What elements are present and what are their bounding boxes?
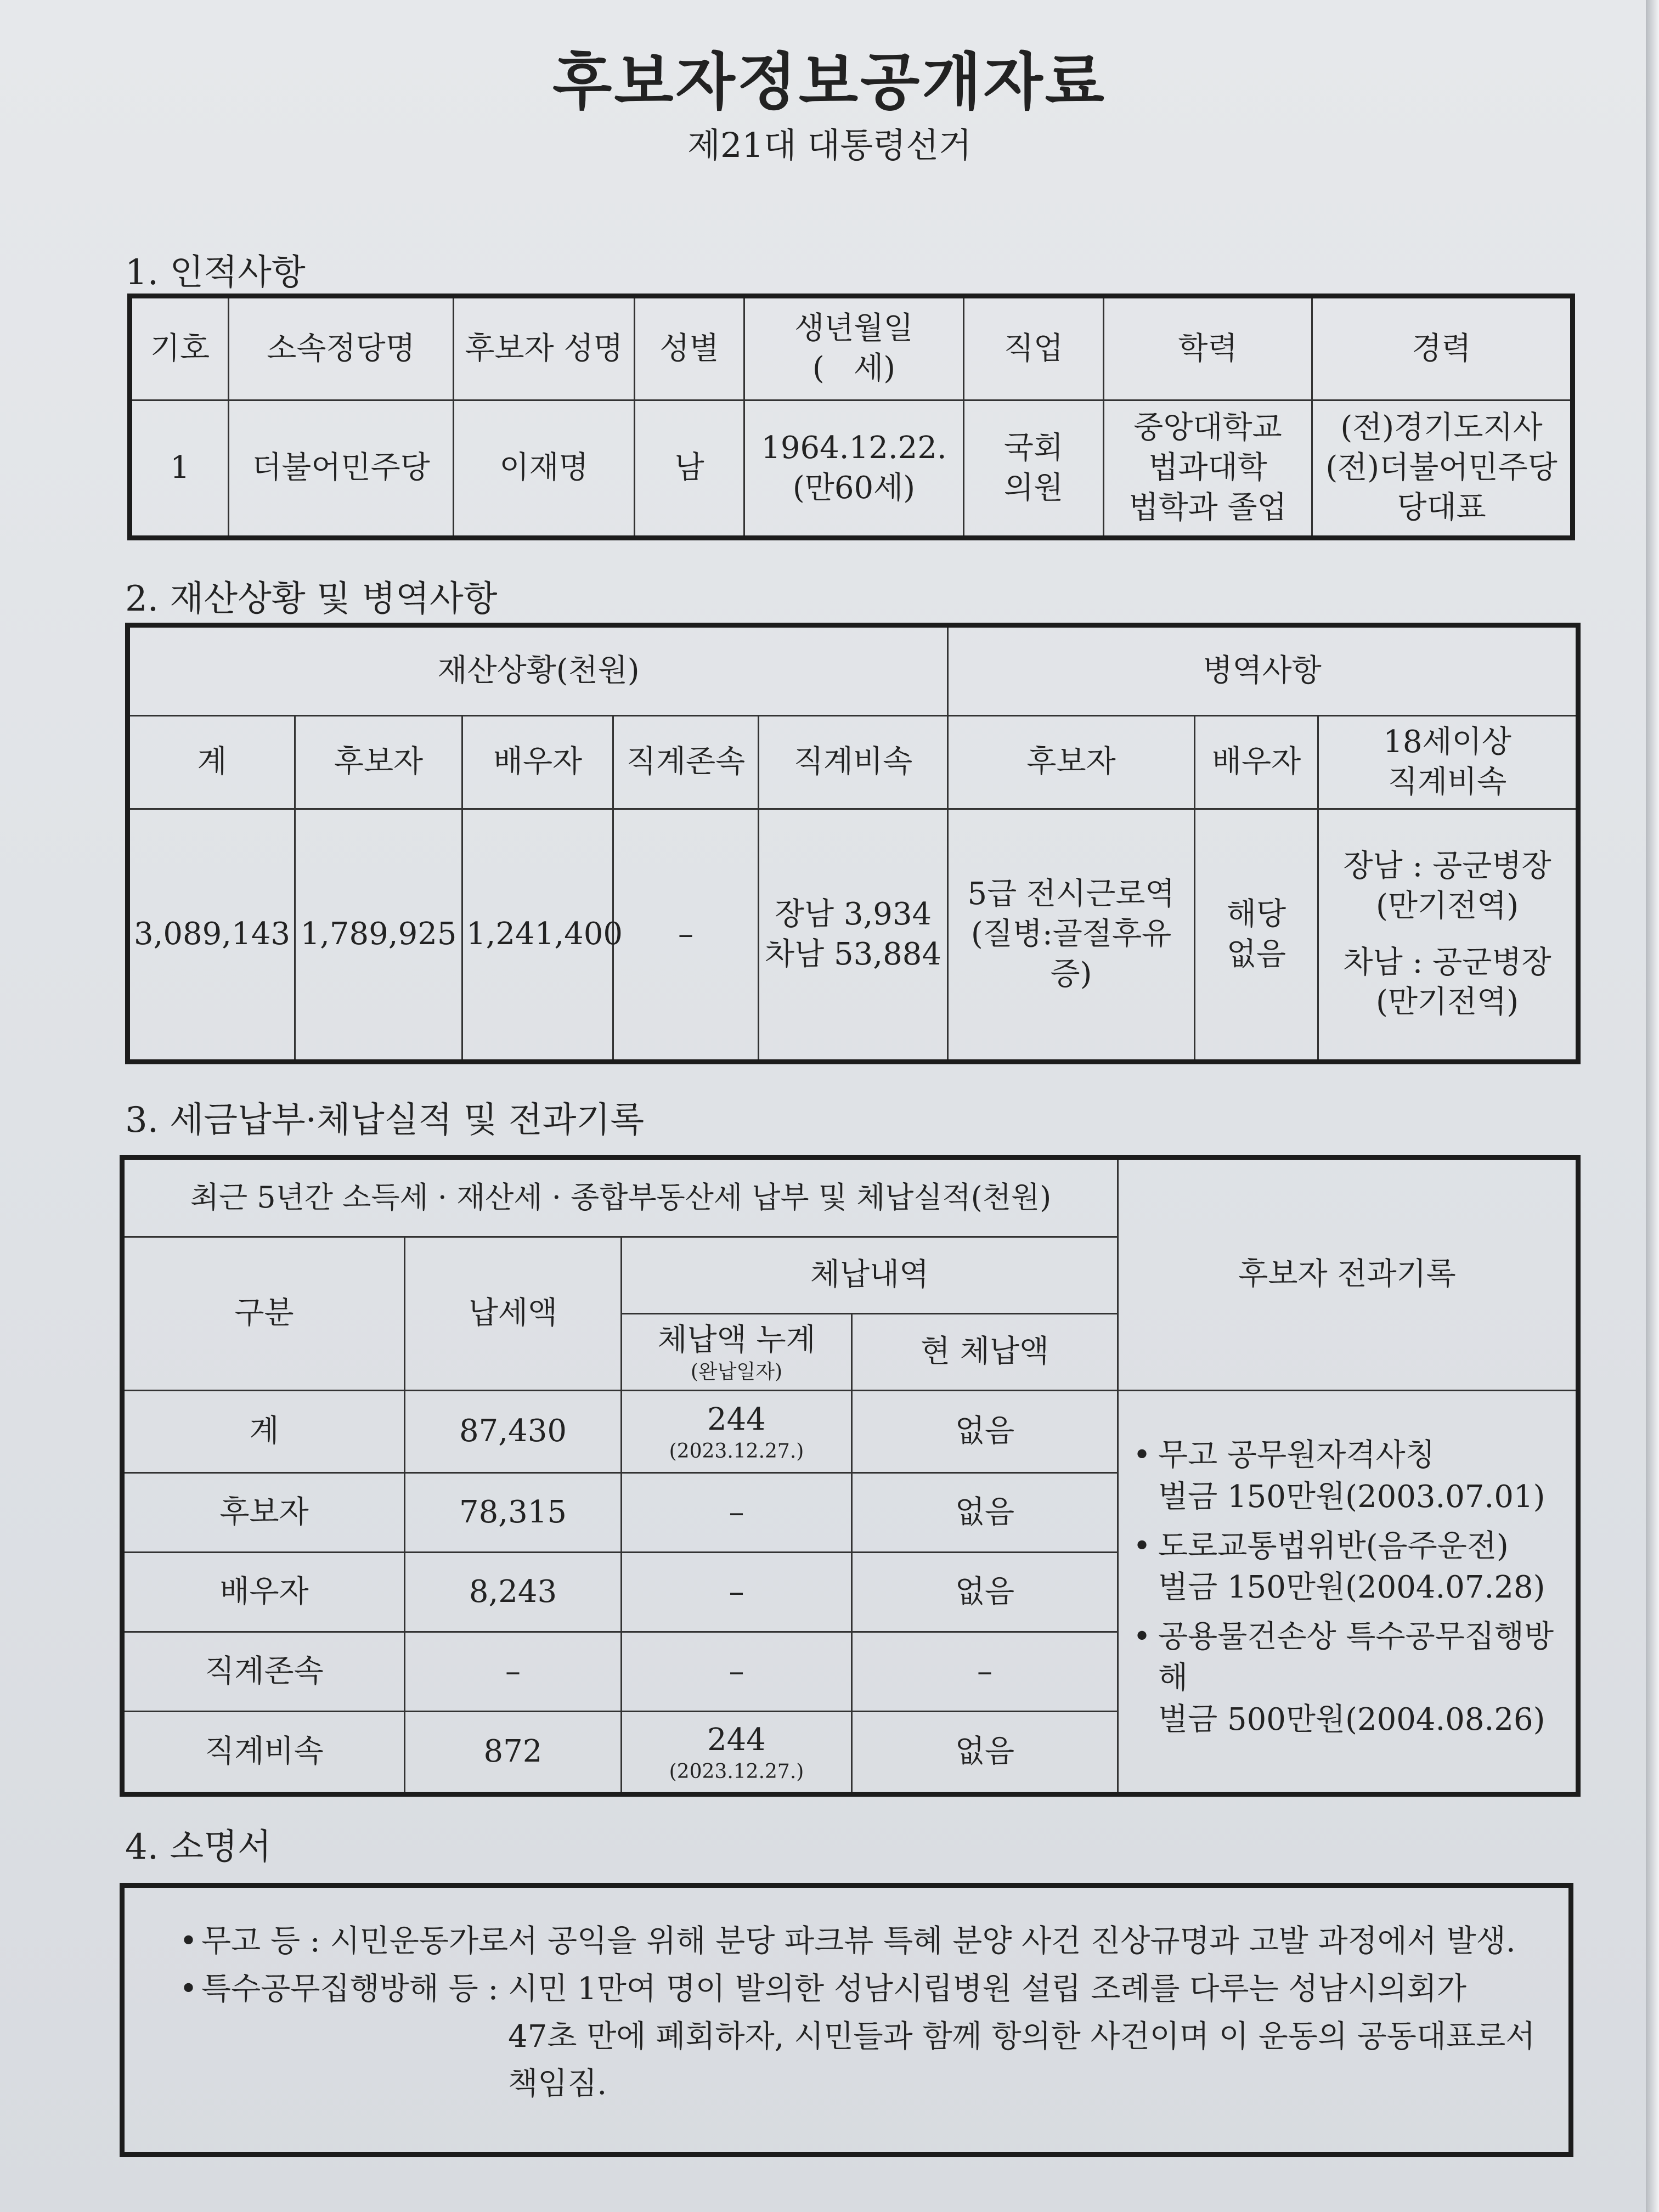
edu-line-1: 중앙대학교 (1133, 410, 1282, 446)
mil-candidate-line-1: 5급 전시근로역 (967, 876, 1175, 912)
tax-row-paid: 8,243 (405, 1553, 622, 1632)
tax-row-paid: 78,315 (405, 1473, 622, 1553)
record-bullet: • (1133, 1528, 1152, 1564)
tax-row-current: – (852, 1632, 1118, 1712)
header-party: 소속정당명 (229, 296, 454, 400)
career-line-1: (전)경기도지사 (1340, 410, 1543, 446)
cell-name: 이재명 (454, 400, 635, 538)
record-1-line-2: 벌금 150만원(2003.07.01) (1158, 1479, 1545, 1515)
job-line-1: 국회 (1003, 430, 1064, 466)
personal-info-row (130, 400, 1573, 538)
tax-row-arrears (622, 1712, 852, 1795)
statement-bullet: • (179, 1971, 198, 2007)
statement-box (120, 1883, 1573, 2157)
page-edge (1646, 0, 1659, 2212)
value-descendant (759, 809, 948, 1062)
mil-candidate-line-2: (질병:골절후유증) (970, 916, 1172, 992)
header-job: 직업 (964, 296, 1104, 400)
statement-item-2-text (508, 1966, 1535, 2108)
mil-spouse-line-2: 없음 (1226, 936, 1286, 972)
tax-row-label: 배우자 (122, 1553, 405, 1632)
tax-row-arrears-date: (2023.12.27.) (669, 1440, 804, 1463)
property-title: 재산상황(천원) (128, 625, 948, 716)
section1-heading: 1. 인적사항 (125, 252, 306, 293)
statement-item-1-text: 시민운동가로서 공익을 위해 분당 파크뷰 특혜 분양 사건 진상규명과 고발 과정에서 발생. (330, 1923, 1516, 1959)
header-gender: 성별 (635, 296, 744, 400)
tax-row-arrears-date: (2023.12.27.) (669, 1760, 804, 1784)
header-category: 구분 (122, 1237, 405, 1391)
header-arrears: 체납내역 (622, 1237, 1118, 1314)
header-mil-candidate: 후보자 (948, 716, 1195, 809)
header-age-label: ( 세) (812, 351, 896, 386)
tax-row-current: 없음 (852, 1553, 1118, 1632)
record-title: 후보자 전과기록 (1118, 1158, 1578, 1391)
header-ascendant: 직계존속 (613, 716, 759, 809)
military-title: 병역사항 (948, 625, 1578, 716)
statement-item-1-label: 무고 등 : (201, 1923, 330, 1959)
criminal-record-item (1133, 1616, 1572, 1741)
header-mil-spouse: 배우자 (1195, 716, 1318, 809)
edu-line-2: 법과대학 (1148, 450, 1267, 486)
descendant-line-2: 차남 53,884 (765, 936, 941, 972)
header-birth-label: 생년월일 (794, 311, 913, 347)
header-education: 학력 (1104, 296, 1312, 400)
document-title: 후보자정보공개자료 (552, 46, 1107, 118)
mil-spouse (1195, 809, 1318, 1062)
tax-row-arrears (622, 1391, 852, 1473)
property-military-title-row (128, 625, 1578, 716)
header-number: 기호 (130, 296, 229, 400)
cell-gender: 남 (635, 400, 744, 538)
header-career: 경력 (1312, 296, 1573, 400)
tax-row-arrears: – (622, 1473, 852, 1553)
header-arrears-total-sub: (완납일자) (690, 1361, 783, 1384)
header-mil-descendant-line-1: 18세이상 (1383, 724, 1511, 760)
mil-son2-line-1: 차남 : 공군병장 (1343, 944, 1551, 980)
mil-candidate (948, 809, 1195, 1062)
tax-row-current: 없음 (852, 1391, 1118, 1473)
section4-heading: 4. 소명서 (125, 1827, 272, 1867)
tax-title-row (122, 1158, 1578, 1237)
record-3-line-2: 벌금 500만원(2004.08.26) (1158, 1701, 1545, 1737)
career-line-2: (전)더불어민주당 (1325, 450, 1558, 486)
tax-row-arrears-value: 244 (707, 1401, 766, 1437)
record-bullet: • (1133, 1437, 1152, 1474)
mil-son1-line-2: (만기전역) (1375, 888, 1519, 924)
tax-record-table (120, 1155, 1581, 1797)
tax-row (122, 1391, 1578, 1473)
birth-age: (만60세) (792, 470, 916, 506)
criminal-record-cell (1118, 1391, 1578, 1795)
value-total: 3,089,143 (128, 809, 295, 1062)
cell-job (964, 400, 1104, 538)
cell-birth (744, 400, 964, 538)
criminal-record-item (1133, 1526, 1572, 1609)
statement-item-2-label: 특수공무집행방해 등 : (201, 1971, 509, 2007)
section2-heading: 2. 재산상황 및 병역사항 (125, 579, 498, 619)
value-ascendant: – (613, 809, 759, 1062)
cell-career (1312, 400, 1573, 538)
personal-info-table (127, 294, 1575, 540)
cell-party: 더불어민주당 (229, 400, 454, 538)
mil-spouse-line-1: 해당 (1226, 896, 1286, 932)
record-2-line-2: 벌금 150만원(2004.07.28) (1158, 1570, 1545, 1606)
birth-date: 1964.12.22. (761, 430, 947, 466)
personal-info-header-row (130, 296, 1573, 400)
property-military-header-row (128, 716, 1578, 809)
header-mil-descendant (1318, 716, 1578, 809)
edu-line-3: 법학과 졸업 (1128, 489, 1287, 526)
mil-descendant (1318, 809, 1578, 1062)
tax-row-arrears-value: 244 (707, 1722, 766, 1758)
tax-row-arrears: – (622, 1632, 852, 1712)
header-birth (744, 296, 964, 400)
tax-row-label: 계 (122, 1391, 405, 1473)
tax-row-current: 없음 (852, 1712, 1118, 1795)
cell-number: 1 (130, 400, 229, 538)
statement-bullet: • (179, 1923, 198, 1959)
record-2-line-1: 도로교통법위반(음주운전) (1158, 1528, 1509, 1564)
tax-row-paid: 872 (405, 1712, 622, 1795)
property-military-values-row (128, 809, 1578, 1062)
header-paid: 납세액 (405, 1237, 622, 1391)
value-candidate: 1,789,925 (295, 809, 462, 1062)
mil-son2-line-2: (만기전역) (1375, 984, 1519, 1020)
header-name: 후보자 성명 (454, 296, 635, 400)
value-spouse: 1,241,400 (462, 809, 613, 1062)
header-total: 계 (128, 716, 295, 809)
mil-son1-line-1: 장남 : 공군병장 (1343, 848, 1551, 884)
tax-title: 최근 5년간 소득세 · 재산세 · 종합부동산세 납부 및 체납실적(천원) (122, 1158, 1118, 1237)
header-arrears-total-label: 체납액 누계 (657, 1322, 816, 1358)
tax-row-current: 없음 (852, 1473, 1118, 1553)
cell-education (1104, 400, 1312, 538)
header-spouse: 배우자 (462, 716, 613, 809)
header-mil-descendant-line-2: 직계비속 (1387, 764, 1507, 800)
statement-item-2-line-1: 시민 1만여 명이 발의한 성남시립병원 설립 조례를 다루는 성남시의회가 (508, 1971, 1466, 2007)
statement-item-1 (179, 1918, 1536, 1966)
statement-item-2 (179, 1966, 1536, 2108)
header-candidate: 후보자 (295, 716, 462, 809)
statement-item-2-line-2: 47초 만에 폐회하자, 시민들과 함께 항의한 사건이며 이 운동의 공동대표로서 (508, 2018, 1536, 2055)
tax-row-label: 후보자 (122, 1473, 405, 1553)
record-1-line-1: 무고 공무원자격사칭 (1158, 1437, 1435, 1474)
career-line-3: 당대표 (1397, 489, 1486, 526)
descendant-line-1: 장남 3,934 (774, 896, 932, 932)
criminal-record-list (1122, 1435, 1572, 1740)
record-3-line-1: 공용물건손상 특수공무집행방해 (1158, 1618, 1554, 1696)
section3-heading: 3. 세금납부·체납실적 및 전과기록 (125, 1100, 645, 1141)
header-current: 현 체납액 (852, 1314, 1118, 1391)
property-military-table (125, 623, 1581, 1064)
document-subtitle: 제21대 대통령선거 (687, 125, 972, 165)
job-line-2: 의원 (1003, 470, 1064, 506)
record-bullet: • (1133, 1618, 1152, 1655)
header-arrears-total (622, 1314, 852, 1391)
tax-row-label: 직계비속 (122, 1712, 405, 1795)
tax-row-arrears: – (622, 1553, 852, 1632)
statement-item-2-line-3: 책임짐. (508, 2066, 607, 2102)
tax-row-paid: – (405, 1632, 622, 1712)
criminal-record-item (1133, 1435, 1572, 1517)
header-descendant: 직계비속 (759, 716, 948, 809)
tax-row-paid: 87,430 (405, 1391, 622, 1473)
tax-row-label: 직계존속 (122, 1632, 405, 1712)
